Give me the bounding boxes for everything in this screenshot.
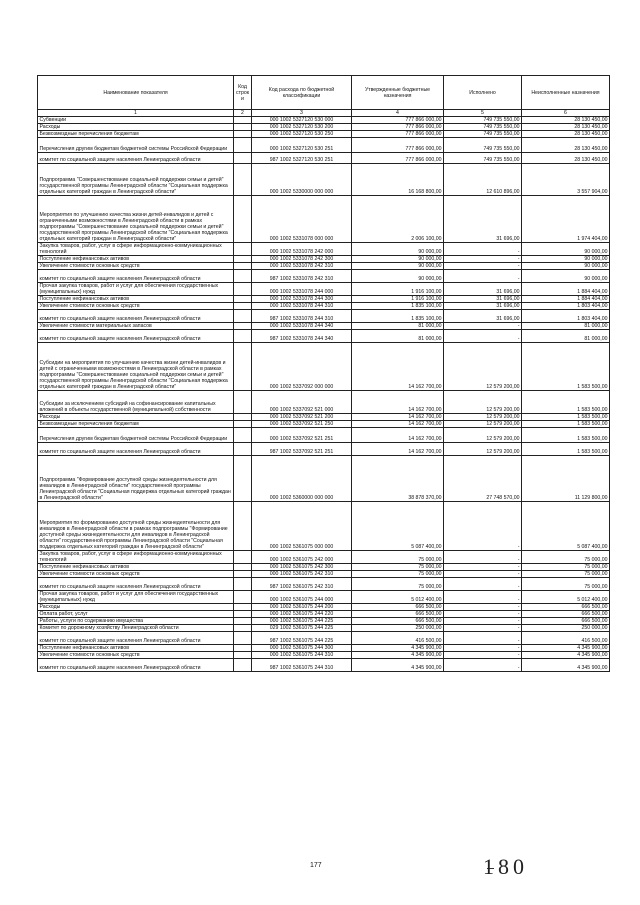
row-approved: 666 500,00 [352,604,444,611]
row-expense-code: 029 1002 5361075 244 225 [252,625,352,632]
row-line-code [234,645,252,652]
row-unexecuted: 1 803 404,00 [522,303,610,310]
row-name: Расходы [38,414,234,421]
row-approved: 5 087 400,00 [352,502,444,551]
row-executed: 12 579 200,00 [444,421,522,428]
row-expense-code: 000 1002 5360000 000 000 [252,456,352,502]
page-number: 177 [310,862,322,869]
row-expense-code: 987 1002 5361075 244 225 [252,632,352,645]
row-approved: 250 000,00 [352,625,444,632]
row-name: Поступление нефинансовых активов [38,256,234,263]
row-unexecuted: 28 130 450,00 [522,153,610,164]
row-line-code [234,391,252,414]
table-row [38,428,610,443]
table-row [38,659,610,672]
table-row [38,456,610,502]
row-executed: 749 735 550,00 [444,131,522,138]
row-name: Прочая закупка товаров, работ и услуг для обеспечения государственных (муниципальных) нужд [38,591,234,604]
row-approved: 777 866 000,00 [352,131,444,138]
row-approved: 14 162 700,00 [352,443,444,456]
row-line-code [234,310,252,323]
table-row [38,153,610,164]
row-approved: 1 835 100,00 [352,310,444,323]
row-approved: 14 162 700,00 [352,414,444,421]
row-line-code [234,196,252,243]
row-name: Перечисления другим бюджетам бюджетной системы Российской Федерации [38,428,234,443]
row-approved: 2 006 100,00 [352,196,444,243]
row-name: Оплата работ, услуг [38,611,234,618]
table-row [38,604,610,611]
row-expense-code: 000 1002 5361075 244 225 [252,618,352,625]
table-row [38,578,610,591]
row-name: Расходы [38,604,234,611]
table-row [38,551,610,564]
row-name: Подпрограмма "Совершенствование социальной поддержки семьи и детей" государственной программы Ленинградской области "Социальная поддержка отдельных категорий граждан в Ленинградской области" [38,164,234,196]
table-row [38,611,610,618]
row-expense-code: 000 1002 5327120 530 200 [252,124,352,131]
row-executed: 31 696,00 [444,296,522,303]
row-approved: 90 000,00 [352,256,444,263]
row-executed: - [444,270,522,283]
table-row [38,164,610,196]
row-executed: 12 579 200,00 [444,414,522,421]
row-unexecuted: 90 000,00 [522,243,610,256]
row-approved: 4 345 900,00 [352,645,444,652]
header-executed: Исполнено [444,76,522,110]
row-expense-code: 000 1002 5330000 000 000 [252,164,352,196]
row-expense-code: 987 1002 5361075 244 310 [252,659,352,672]
row-name: Поступление нефинансовых активов [38,564,234,571]
row-line-code [234,256,252,263]
row-executed: 12 579 200,00 [444,443,522,456]
row-executed: - [444,571,522,578]
row-line-code [234,138,252,153]
row-name: Расходы [38,124,234,131]
row-unexecuted: 90 000,00 [522,256,610,263]
row-line-code [234,330,252,343]
row-unexecuted: 1 884 404,00 [522,296,610,303]
row-name: комитет по социальной защите населения Ленинградской области [38,578,234,591]
row-approved: 5 012 400,00 [352,591,444,604]
row-expense-code: 000 1002 5337092 521 000 [252,391,352,414]
row-expense-code: 000 1002 5337092 521 251 [252,428,352,443]
row-line-code [234,124,252,131]
row-approved: 90 000,00 [352,270,444,283]
row-executed: - [444,578,522,591]
row-unexecuted: 1 583 500,00 [522,443,610,456]
row-approved: 777 866 000,00 [352,124,444,131]
row-name: Увеличение стоимости основных средств [38,303,234,310]
row-unexecuted: 75 000,00 [522,564,610,571]
table-row [38,310,610,323]
row-name: Закупка товаров, работ, услуг в сфере информационно-коммуникационных технологий [38,243,234,256]
row-executed: 749 735 550,00 [444,124,522,131]
row-line-code [234,343,252,391]
row-expense-code: 987 1002 5337092 521 251 [252,443,352,456]
row-executed: 31 696,00 [444,283,522,296]
row-name: Закупка товаров, работ, услуг в сфере информационно-коммуникационных технологий [38,551,234,564]
row-line-code [234,591,252,604]
table-row [38,343,610,391]
row-unexecuted: 90 000,00 [522,270,610,283]
row-expense-code: 987 1002 5331078 244 340 [252,330,352,343]
row-name: Мероприятия по формированию доступной среды жизнедеятельности для инвалидов в Ленинградской области в рамках подпрограммы "Формирование доступной среды жизнедеятельности для инвалидов в Ленинградской области" государственной программы Ленинградской области "Социальная поддержка отдельных категорий граждан в Ленинградской области" [38,502,234,551]
table-row [38,263,610,270]
table-row [38,571,610,578]
row-executed: 749 735 550,00 [444,138,522,153]
row-name: Безвозмездные перечисления бюджетам [38,131,234,138]
row-executed: - [444,652,522,659]
row-approved: 777 866 000,00 [352,138,444,153]
row-name: Работы, услуги по содержанию имущества [38,618,234,625]
table-row [38,196,610,243]
column-number: 6 [522,110,610,117]
row-expense-code: 000 1002 5361075 244 000 [252,591,352,604]
row-unexecuted: 75 000,00 [522,578,610,591]
row-executed: - [444,632,522,645]
row-line-code [234,564,252,571]
row-expense-code: 000 1002 5331078 244 000 [252,283,352,296]
row-expense-code: 000 1002 5337092 521 200 [252,414,352,421]
table-row [38,591,610,604]
row-line-code [234,659,252,672]
row-approved: 666 500,00 [352,611,444,618]
row-expense-code: 000 1002 5331078 000 000 [252,196,352,243]
table-row [38,296,610,303]
row-executed: 749 735 550,00 [444,153,522,164]
row-approved: 16 168 800,00 [352,164,444,196]
row-unexecuted: 1 884 404,00 [522,283,610,296]
row-executed: 12 610 896,00 [444,164,522,196]
row-executed: 12 579 200,00 [444,428,522,443]
row-expense-code: 000 1002 5361075 244 310 [252,652,352,659]
row-expense-code: 000 1002 5327120 530 251 [252,138,352,153]
row-executed: - [444,243,522,256]
row-unexecuted: 666 500,00 [522,618,610,625]
row-line-code [234,428,252,443]
table-row [38,632,610,645]
row-unexecuted: 1 974 404,00 [522,196,610,243]
row-unexecuted: 81 000,00 [522,330,610,343]
row-executed: 31 696,00 [444,196,522,243]
row-executed: - [444,551,522,564]
row-approved: 4 345 900,00 [352,652,444,659]
table-row [38,652,610,659]
row-approved: 14 162 700,00 [352,428,444,443]
row-name: Поступление нефинансовых активов [38,645,234,652]
row-unexecuted: 75 000,00 [522,551,610,564]
row-name: Субвенции [38,117,234,124]
header-row-code: Код строк и [234,76,252,110]
row-unexecuted: 75 000,00 [522,571,610,578]
row-executed: - [444,256,522,263]
row-approved: 14 162 700,00 [352,391,444,414]
row-executed: 12 579 200,00 [444,391,522,414]
header-approved: Утвержденные бюджетные назначения [352,76,444,110]
row-name: Увеличение стоимости основных средств [38,652,234,659]
row-line-code [234,117,252,124]
row-expense-code: 000 1002 5361075 242 000 [252,551,352,564]
row-name: Субсидии за исключением субсидий на софинансирование капитальных вложений в объекты государственной (муниципальной) собственности [38,391,234,414]
row-name: комитет по социальной защите населения Ленинградской области [38,632,234,645]
row-expense-code: 000 1002 5361075 242 310 [252,571,352,578]
row-unexecuted: 1 803 404,00 [522,310,610,323]
row-unexecuted: 5 087 400,00 [522,502,610,551]
row-name: комитет по социальной защите населения Ленинградской области [38,330,234,343]
row-approved: 14 162 700,00 [352,421,444,428]
row-approved: 666 500,00 [352,618,444,625]
row-unexecuted: 4 345 900,00 [522,645,610,652]
row-unexecuted: 416 500,00 [522,632,610,645]
row-executed: - [444,611,522,618]
row-unexecuted: 666 500,00 [522,611,610,618]
row-executed: 749 735 550,00 [444,117,522,124]
table-row [38,117,610,124]
row-name: Прочая закупка товаров, работ и услуг для обеспечения государственных (муниципальных) нужд [38,283,234,296]
row-executed: - [444,330,522,343]
row-name: Комитет по дорожному хозяйству Ленинградской области [38,625,234,632]
row-line-code [234,153,252,164]
row-executed: - [444,263,522,270]
row-approved: 38 878 370,00 [352,456,444,502]
row-line-code [234,164,252,196]
row-approved: 75 000,00 [352,571,444,578]
row-executed: - [444,502,522,551]
row-approved: 1 916 100,00 [352,283,444,296]
header-unexecuted: Неисполненные назначения [522,76,610,110]
row-line-code [234,443,252,456]
row-expense-code: 000 1002 5327120 530 250 [252,131,352,138]
column-number: 4 [352,110,444,117]
table-row [38,625,610,632]
row-name: комитет по социальной защите населения Ленинградской области [38,270,234,283]
table-row [38,330,610,343]
row-name: комитет по социальной защите населения Ленинградской области [38,153,234,164]
row-expense-code: 000 1002 5361075 000 000 [252,502,352,551]
row-line-code [234,625,252,632]
row-unexecuted: 250 000,00 [522,625,610,632]
header-name: Наименование показателя [38,76,234,110]
table-row [38,283,610,296]
table-row [38,645,610,652]
row-approved: 14 162 700,00 [352,343,444,391]
row-line-code [234,296,252,303]
row-name: Увеличение стоимости основных средств [38,571,234,578]
table-row [38,502,610,551]
row-unexecuted: 81 000,00 [522,323,610,330]
table-row [38,256,610,263]
row-line-code [234,652,252,659]
row-line-code [234,456,252,502]
row-executed: 27 748 570,00 [444,456,522,502]
page-stamp-number: 180 [483,854,528,879]
row-executed: - [444,564,522,571]
row-executed: 31 696,00 [444,303,522,310]
row-executed: - [444,323,522,330]
row-name: комитет по социальной защите населения Ленинградской области [38,310,234,323]
column-number: 5 [444,110,522,117]
row-line-code [234,270,252,283]
table-row [38,391,610,414]
row-expense-code: 000 1002 5337092 000 000 [252,343,352,391]
row-line-code [234,578,252,591]
row-approved: 4 345 900,00 [352,659,444,672]
row-unexecuted: 1 583 500,00 [522,391,610,414]
row-approved: 75 000,00 [352,578,444,591]
row-expense-code: 000 1002 5361075 242 300 [252,564,352,571]
row-line-code [234,618,252,625]
row-line-code [234,551,252,564]
row-approved: 90 000,00 [352,263,444,270]
row-executed: - [444,618,522,625]
row-line-code [234,263,252,270]
table-row [38,323,610,330]
row-approved: 1 916 100,00 [352,296,444,303]
row-unexecuted: 1 583 500,00 [522,421,610,428]
row-name: Увеличение стоимости основных средств [38,263,234,270]
table-row [38,138,610,153]
table-row [38,414,610,421]
row-line-code [234,421,252,428]
column-number: 3 [252,110,352,117]
row-unexecuted: 1 583 500,00 [522,414,610,421]
row-unexecuted: 4 345 900,00 [522,652,610,659]
row-expense-code: 000 1002 5327120 530 000 [252,117,352,124]
header-expense-code: Код расхода по бюджетной классификации [252,76,352,110]
row-executed: - [444,604,522,611]
row-expense-code: 987 1002 5331078 242 310 [252,270,352,283]
row-unexecuted: 28 130 450,00 [522,131,610,138]
table-row [38,421,610,428]
row-expense-code: 000 1002 5331078 242 310 [252,263,352,270]
row-line-code [234,243,252,256]
row-line-code [234,303,252,310]
row-line-code [234,632,252,645]
row-expense-code: 000 1002 5331078 244 300 [252,296,352,303]
row-line-code [234,414,252,421]
row-executed: - [444,591,522,604]
row-unexecuted: 1 583 500,00 [522,343,610,391]
table-body [38,117,610,672]
table-row [38,131,610,138]
row-expense-code: 987 1002 5327120 530 251 [252,153,352,164]
row-line-code [234,131,252,138]
row-executed: - [444,625,522,632]
column-number: 1 [38,110,234,117]
row-unexecuted: 11 129 800,00 [522,456,610,502]
row-expense-code: 000 1002 5331078 244 340 [252,323,352,330]
row-approved: 777 866 000,00 [352,117,444,124]
row-line-code [234,502,252,551]
row-expense-code: 000 1002 5361075 244 220 [252,611,352,618]
row-line-code [234,611,252,618]
row-expense-code: 000 1002 5337092 521 250 [252,421,352,428]
row-unexecuted: 1 583 500,00 [522,428,610,443]
row-name: Подпрограмма "Формирование доступной среды жизнедеятельности для инвалидов в Ленинградской области" государственной программы Ленинградской области "Социальная поддержка отдельных категорий граждан в Ленинградской области" [38,456,234,502]
row-expense-code: 987 1002 5361075 242 310 [252,578,352,591]
row-expense-code: 000 1002 5331078 242 000 [252,243,352,256]
row-executed: 12 579 200,00 [444,343,522,391]
row-line-code [234,604,252,611]
row-line-code [234,571,252,578]
table-row [38,124,610,131]
table-header-row [38,76,610,110]
row-unexecuted: 28 130 450,00 [522,124,610,131]
row-approved: 777 866 000,00 [352,153,444,164]
row-name: Субсидии на мероприятия по улучшению качества жизни детей-инвалидов и детей с ограниченными возможностями в Ленинградской области в рамках подпрограммы "Совершенствование социальной поддержки семьи и детей" государственной программы Ленинградской области "Социальная поддержка отдельных категорий граждан в Ленинградской области" [38,343,234,391]
row-expense-code: 000 1002 5361075 244 200 [252,604,352,611]
row-approved: 81 000,00 [352,330,444,343]
column-number-row [38,110,610,117]
row-name: Безвозмездные перечисления бюджетам [38,421,234,428]
row-name: Поступление нефинансовых активов [38,296,234,303]
row-expense-code: 000 1002 5361075 244 300 [252,645,352,652]
table-row [38,618,610,625]
table-row [38,564,610,571]
row-expense-code: 000 1002 5331078 244 310 [252,303,352,310]
row-expense-code: 000 1002 5331078 242 300 [252,256,352,263]
table-row [38,443,610,456]
row-unexecuted: 666 500,00 [522,604,610,611]
row-unexecuted: 90 000,00 [522,263,610,270]
row-approved: 75 000,00 [352,564,444,571]
row-expense-code: 987 1002 5331078 244 310 [252,310,352,323]
row-unexecuted: 3 557 904,00 [522,164,610,196]
column-number: 2 [234,110,252,117]
row-name: комитет по социальной защите населения Ленинградской области [38,443,234,456]
row-approved: 90 000,00 [352,243,444,256]
budget-execution-table [37,75,610,672]
row-approved: 81 000,00 [352,323,444,330]
table-row [38,303,610,310]
row-name: комитет по социальной защите населения Ленинградской области [38,659,234,672]
row-name: Увеличение стоимости материальных запасов [38,323,234,330]
row-unexecuted: 28 130 450,00 [522,117,610,124]
row-unexecuted: 4 345 900,00 [522,659,610,672]
row-approved: 75 000,00 [352,551,444,564]
row-line-code [234,283,252,296]
row-line-code [234,323,252,330]
row-unexecuted: 28 130 450,00 [522,138,610,153]
row-approved: 416 500,00 [352,632,444,645]
table-row [38,243,610,256]
row-name: Перечисления другим бюджетам бюджетной системы Российской Федерации [38,138,234,153]
row-approved: 1 835 100,00 [352,303,444,310]
row-name: Мероприятия по улучшению качества жизни детей-инвалидов и детей с ограниченными возможностями в Ленинградской области в рамках подпрограммы "Совершенствование социальной поддержки семьи и детей" государственной программы Ленинградской области "Социальная поддержка отдельных категорий граждан в Ленинградской области" [38,196,234,243]
row-executed: 31 696,00 [444,310,522,323]
row-executed: - [444,645,522,652]
row-executed: - [444,659,522,672]
table-row [38,270,610,283]
row-unexecuted: 5 012 400,00 [522,591,610,604]
